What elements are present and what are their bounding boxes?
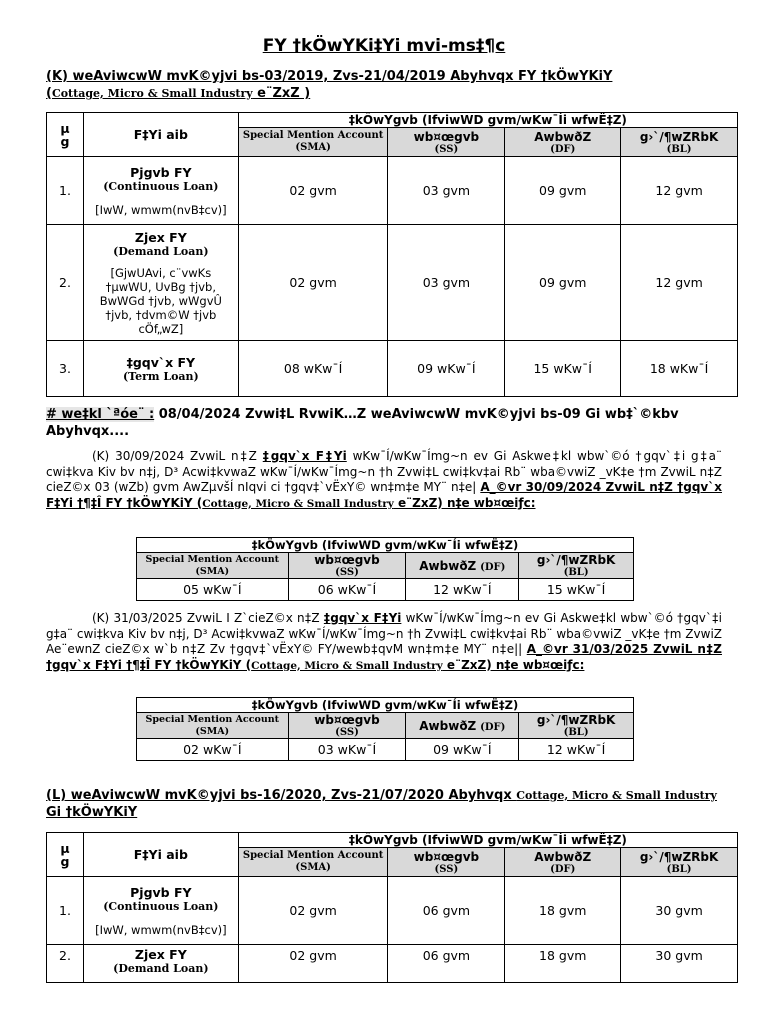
table-row: 1. Pjgvb FY (Continuous Loan) [IwW, wmwm(nvB‡cv)] 02 gvm 06 gvm 18 gvm 30 gvm (47, 877, 738, 945)
ss-header: wb¤œgvb (SS) (288, 553, 406, 579)
sma-header: Special Mention Account (SMA) (238, 848, 388, 877)
section-k-heading-line1: (K) weAviwcwW mvK©yjvi bs-03/2019, Zvs-21/04/2019 Abyhvqx FY †kÖwYKiY (46, 69, 613, 84)
classification-table-1 (46, 112, 738, 397)
ss-header: wb¤œgvb (SS) (388, 128, 505, 157)
classification-table-4 (46, 832, 738, 983)
df-header: AwbwðZ (DF) (505, 848, 621, 877)
bl-header: g›`/¶wZRbK (BL) (621, 128, 738, 157)
bl-header: g›`/¶wZRbK (BL) (519, 713, 634, 739)
classification-table-3 (136, 697, 634, 761)
section-l-heading: (L) weAviwcwW mvK©yjvi bs-16/2020, Zvs-21/07/2020 Abyhvqx Cottage, Micro & Small Industry Gi †kÖwYKiY (46, 788, 717, 820)
df-header: AwbwðZ (DF) (406, 553, 519, 579)
category-header: ‡kÖwYgvb (IfviwWD gvm/wKw¯Íi wfwË‡Z) (238, 833, 737, 848)
table-row: 02 wKw¯Í 03 wKw¯Í 09 wKw¯Í 12 wKw¯Í (137, 739, 634, 761)
df-header: AwbwðZ (DF) (505, 128, 621, 157)
serial-header: µ g (47, 113, 84, 157)
category-header: ‡kÖwYgvb (IfviwWD gvm/wKw¯Íi wfwË‡Z) (137, 698, 634, 713)
table-row: 1. Pjgvb FY (Continuous Loan) [IwW, wmwm(nvB‡cv)] 02 gvm 03 gvm 09 gvm 12 gvm (47, 157, 738, 225)
df-header: AwbwðZ (DF) (406, 713, 519, 739)
category-header: ‡kÖwYgvb (IfviwWD gvm/wKw¯Íi wfwË‡Z) (137, 538, 634, 553)
special-note: # we‡kl `ªóe¨ : 08/04/2024 Zvwi‡L RvwiK…Z weAviwcwW mvK©yjvi bs-09 Gi wb‡`©kbv Abyhvqx.... (46, 407, 679, 439)
classification-table-2 (136, 537, 634, 601)
ss-header: wb¤œgvb (SS) (288, 713, 406, 739)
section-k-heading-line2: (Cottage, Micro & Small Industry e¨ZxZ ) (46, 86, 311, 101)
bl-header: g›`/¶wZRbK (BL) (519, 553, 634, 579)
category-header: ‡kÖwYgvb (IfviwWD gvm/wKw¯Íi wfwË‡Z) (238, 113, 737, 128)
table-row: 2. Zjex FY (Demand Loan) [GjwUAvi, c¨vwKs †µwWU, UvBg †jvb, BwWGd †jvb, wWgvÛ †jvb, †dvm©W †jvb cÖf„wZ] 02 gvm 03 gvm 09 gvm 12 gvm (47, 225, 738, 341)
sma-header: Special Mention Account (SMA) (137, 553, 289, 579)
table-row: 3. ‡gqv`x FY (Term Loan) 08 wKw¯Í 09 wKw¯Í 15 wKw¯Í 18 wKw¯Í (47, 341, 738, 397)
page-title: FY †kÖwYKi‡Yi mvi-ms‡¶c (262, 36, 506, 56)
ss-header: wb¤œgvb (SS) (388, 848, 505, 877)
section-k-heading (46, 68, 736, 102)
bl-header: g›`/¶wZRbK (BL) (621, 848, 738, 877)
loan-type-header: F‡Yi aib (83, 113, 238, 157)
serial-header: µ g (47, 833, 84, 877)
sma-header: Special Mention Account (SMA) (238, 128, 388, 157)
table-row: 2. Zjex FY (Demand Loan) 02 gvm 06 gvm 18 gvm 30 gvm (47, 945, 738, 983)
sma-header: Special Mention Account (SMA) (137, 713, 289, 739)
paragraph-k: (K) 30/09/2024 ZvwiL n‡Z ‡gqv`x F‡Yi wKw¯Í/wKw¯Ímg~n ev Gi Askwe‡kl wbw`©ó †gqv`‡i g‡a¨ cwi‡kva Kiv bv n‡j, D³ Acwi‡kvwaZ wKw¯Í/wKw¯Ímg~n †h Zvwi‡L cwi‡kv‡ai Rb¨ wba©vwiZ _vK‡e †m ZvwiL n‡Z cieZ©x 03 (wZb) gvm AwZµvšÍ nIqvi ci †gqv‡`vËxY© wn‡m‡e MY¨ n‡e| A_©vr 30/09/2024 ZvwiL n‡Z †gqv`x F‡Yi †¶‡Î FY †kÖwYKiY (Cottage, Micro & Small Industry e¨ZxZ) n‡e wb¤œiƒc: (46, 449, 723, 510)
loan-type-header: F‡Yi aib (83, 833, 238, 877)
paragraph-kh: (K) 31/03/2025 ZvwiL I Z`cieZ©x n‡Z ‡gqv`x F‡Yi wKw¯Í/wKw¯Ímg~n ev Gi Askwe‡kl wbw`©ó †gqv`‡i g‡a¨ cwi‡kva Kiv bv n‡j, D³ Acwi‡kvwaZ wKw¯Í/wKw¯Ímg~n †h Zvwi‡L cwi‡kv‡ai Rb¨ wba©vwiZ _vK‡e †m ZvwiZ Ae¨ewnZ cieZ©x w`b n‡Z Zv †gqv‡`vËxY© FY/wewb‡qvM wn‡m‡e MY¨ n‡e|| A_©vr 31/03/2025 ZvwiL n‡Z †gqv`x F‡Yi †¶‡Î FY †kÖwYKiY (Cottage, Micro & Small Industry e¨ZxZ) n‡e wb¤œiƒc: (46, 611, 722, 672)
table-row: 05 wKw¯Í 06 wKw¯Í 12 wKw¯Í 15 wKw¯Í (137, 579, 634, 601)
